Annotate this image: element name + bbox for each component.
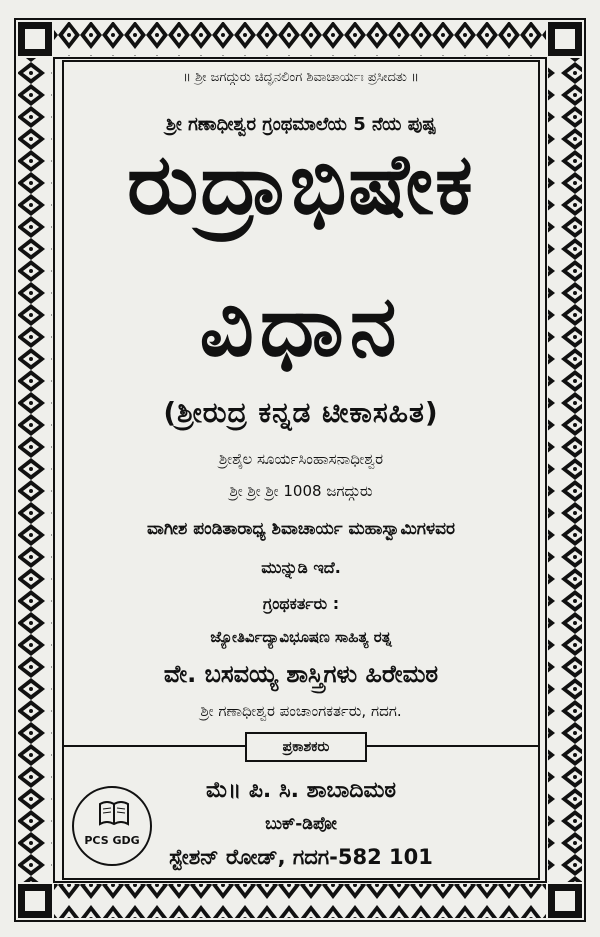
foreword-line-3: ವಾಗೀಶ ಪಂಡಿತಾರಾಧ್ಯ ಶಿವಾಚಾರ್ಯ ಮಹಾಸ್ವಾಮಿಗಳವರ bbox=[146, 519, 456, 539]
publisher-logo bbox=[72, 786, 152, 866]
foreword-line-1: ಶ್ರೀಶೈಲ ಸೂರ್ಯಸಿಂಹಾಸನಾಧೀಶ್ವರ bbox=[218, 450, 384, 468]
publisher-type: ಬುಕ್‌-ಡಿಪೋ bbox=[265, 814, 337, 834]
foreword-line-4: ಮುನ್ನುಡಿ ಇದೆ. bbox=[261, 558, 341, 577]
logo-text: PCS GDG bbox=[84, 834, 140, 847]
author-label: ಗ್ರಂಥಕರ್ತರು : bbox=[262, 594, 340, 613]
book-icon bbox=[98, 798, 130, 828]
author-affiliation: ಶ್ರೀ ಗಣಾಧೀಶ್ವರ ಪಂಚಾಂಗಕರ್ತರು, ಗದಗ. bbox=[200, 702, 402, 720]
title-line-2: ವಿಧಾನ bbox=[199, 277, 403, 375]
author-honor: ಜ್ಯೋತಿರ್ವಿದ್ಯಾವಿಭೂಷಣ ಸಾಹಿತ್ಯ ರತ್ನ bbox=[210, 628, 392, 646]
cover-content bbox=[62, 60, 540, 880]
publisher-name: ಮೆ॥ ಪಿ. ಸಿ. ಶಾಬಾದಿಮಠ bbox=[205, 778, 397, 803]
title-line-1: ರುದ್ರಾಭಿಷೇಕ bbox=[127, 135, 475, 233]
foreword-line-2: ಶ್ರೀ ಶ್ರೀ ಶ್ರೀ 1008 ಜಗದ್ಗುರು bbox=[229, 482, 373, 500]
subtitle: (ಶ್ರೀರುದ್ರ ಕನ್ನಡ ಟೀಕಾಸಹಿತ) bbox=[163, 396, 439, 429]
publisher-address: ಸ್ಟೇಶನ್ ರೋಡ್, ಗದಗ-582 101 bbox=[169, 845, 433, 869]
author-name: ವೇ. ಬಸವಯ್ಯ ಶಾಸ್ತ್ರಿಗಳು ಹಿರೇಮಠ bbox=[163, 660, 439, 688]
publisher-label: ಪ್ರಕಾಶಕರು bbox=[245, 732, 367, 762]
blessing-line: ॥ ಶ್ರೀ ಜಗದ್ಗುರು ಚಿದ್ಘನಲಿಂಗ ಶಿವಾಚಾರ್ಯಃ ಪ್ರಸೀದತು ॥ bbox=[183, 70, 419, 85]
series-line: ಶ್ರೀ ಗಣಾಧೀಶ್ವರ ಗ್ರಂಥಮಾಲೆಯ 5 ನೆಯ ಪುಷ್ಪ bbox=[166, 114, 436, 135]
